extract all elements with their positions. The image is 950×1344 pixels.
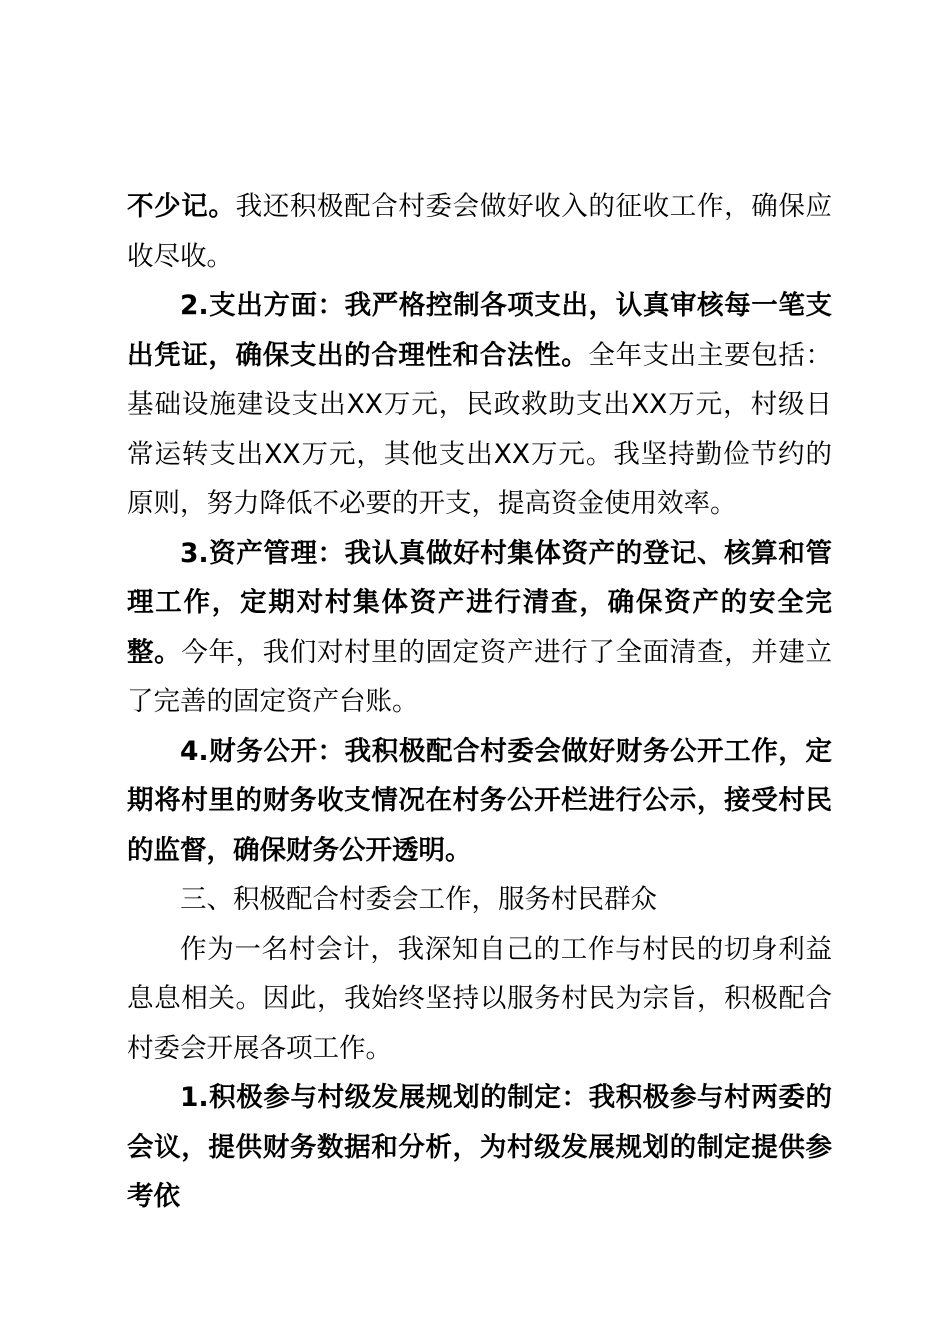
section-heading-3: 三、积极配合村委会工作，服务村民群众: [180, 884, 657, 915]
paragraph-income-continued: [127, 182, 832, 281]
paragraph-text: 全年支出主要包括：基础设施建设支出XX万元，民政救助支出XX万元，村级日常运转支出XX万元，其他支出XX万元。我坚持勤俭节约的原则，努力降低不必要的开支，提高资金使用效率。: [127, 339, 833, 519]
document-body: [127, 182, 832, 1222]
paragraph-bold-lead: 3.资产管理：我认真做好村集体资产的登记、核算和管理工作，定期对村集体资产进行清查，确保资产的安全完整。: [127, 537, 832, 668]
paragraph-asset-management: [127, 529, 832, 727]
paragraph-development-planning: [127, 1073, 832, 1222]
paragraph-bold-lead: 2.支出方面：我严格控制各项支出，认真审核每一笔支出凭证，确保支出的合理性和合法性。: [127, 290, 832, 371]
paragraph-text: 今年，我们对村里的固定资产进行了全面清查，并建立了完善的固定资产台账。: [127, 636, 833, 717]
paragraph-financial-disclosure: [127, 727, 832, 876]
paragraph-bold-lead: 1.积极参与村级发展规划的制定：我积极参与村两委的会议，提供财务数据和分析，为村级发展规划的制定提供参考依: [127, 1082, 832, 1212]
paragraph-text: 作为一名村会计，我深知自己的工作与村民的切身利益息息相关。因此，我始终坚持以服务村民为宗旨，积极配合村委会开展各项工作。: [127, 933, 832, 1064]
paragraph-bold-lead: 不少记。: [127, 191, 236, 222]
paragraph-service-intro: [127, 925, 832, 1074]
paragraph-text: 我还积极配合村委会做好收入的征收工作，确保应收尽收。: [127, 191, 833, 272]
paragraph-bold-lead: 4.财务公开：我积极配合村委会做好财务公开工作，定期将村里的财务收支情况在村务公开栏进行公示，接受村民的监督，确保财务公开透明。: [127, 735, 832, 866]
paragraph-expenditure: [127, 281, 832, 529]
